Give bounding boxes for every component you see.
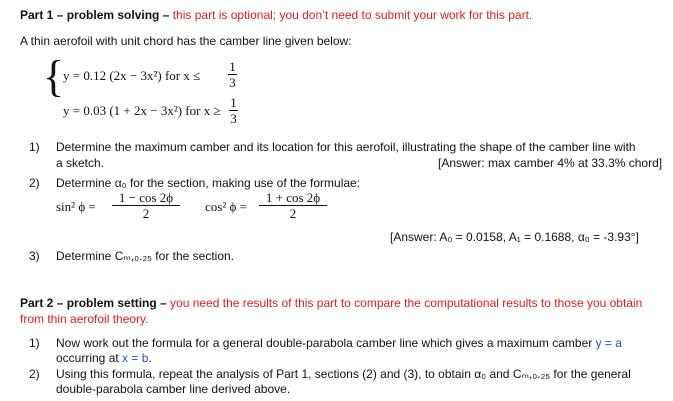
part1-q2-text: Determine α₀ for the section, making use of the formulae: [56, 176, 361, 190]
part1-q2-number: 2) [29, 176, 40, 190]
part2-q2-number: 2) [29, 367, 40, 381]
part2-q1-line1-text: Now work out the formula for a general double-parabola camber line which gives a maximum camber [56, 336, 596, 350]
part2-q1-y-equals-a: y = a [595, 336, 622, 350]
left-brace: { [43, 52, 65, 101]
formula-sin-num: 1 − cos 2ϕ [118, 190, 174, 205]
equation-2: y = 0.03 (1 + 2x − 3x²) for x ≥ [63, 103, 221, 118]
formula-cos-lhs: cos² ϕ = [205, 199, 247, 214]
part1-q1-line1: Determine the maximum camber and its location for this aerofoil, illustrating the shape of the camber line with [56, 140, 636, 154]
part1-q3-number: 3) [29, 249, 40, 263]
part2-note-line1: you need the results of this part to compare the computational results to those you obtain [166, 296, 643, 310]
part2-heading-line [20, 296, 642, 311]
eq2-frac-num: 1 [230, 95, 237, 110]
equation-1-fraction [228, 60, 237, 89]
equation-2-fraction [229, 96, 238, 125]
part1-q1-line2: a sketch. [56, 156, 105, 170]
formula-sin-fraction [112, 191, 180, 220]
part2-q1-line2-text: occurring at [56, 351, 123, 365]
formula-sin-lhs: sin² ϕ = [56, 199, 96, 214]
eq1-frac-den: 3 [229, 75, 236, 90]
eq2-frac-den: 3 [230, 111, 237, 126]
part2-q1-x-equals-b: x = b [122, 351, 149, 365]
part2-note-line2: from thin aerofoil theory. [20, 312, 149, 326]
equation-1: y = 0.12 (2x − 3x²) for x ≤ [63, 68, 201, 83]
part1-note: this part is optional; you don’t need to submit your work for this part. [169, 8, 533, 22]
part2-q2-line2: double-parabola camber line derived above. [56, 382, 291, 396]
part1-q3-text: Determine Cₘ,₀.₂₅ for the section. [56, 249, 235, 263]
formula-cos-num: 1 + cos 2ϕ [265, 190, 321, 205]
formula-cos-den: 2 [289, 206, 297, 221]
part1-q1-number: 1) [29, 140, 40, 154]
part1-intro: A thin aerofoil with unit chord has the camber line given below: [20, 34, 352, 48]
part1-q1-answer: [Answer: max camber 4% at 33.3% chord] [438, 156, 663, 170]
formula-sin-den: 2 [142, 206, 150, 221]
part2-q2-line1: Using this formula, repeat the analysis of Part 1, sections (2) and (3), to obtain α₀ and Cₘ,₀.₂₅ for the general [56, 367, 631, 381]
eq1-frac-num: 1 [229, 59, 236, 74]
part2-q1-line2-end: . [148, 351, 152, 365]
part1-heading-line [20, 8, 532, 23]
part2-q1-number: 1) [29, 336, 40, 350]
part2-q1-line1 [56, 336, 622, 351]
part2-q1-line2 [56, 351, 152, 366]
part1-heading: Part 1 – problem solving – [20, 8, 170, 22]
part2-heading: Part 2 – problem setting – [20, 296, 167, 310]
formula-cos-fraction [259, 191, 327, 220]
part1-q2-answer: [Answer: A₀ = 0.0158, A₁ = 0.1688, α₀ = -3.93°] [390, 230, 639, 244]
